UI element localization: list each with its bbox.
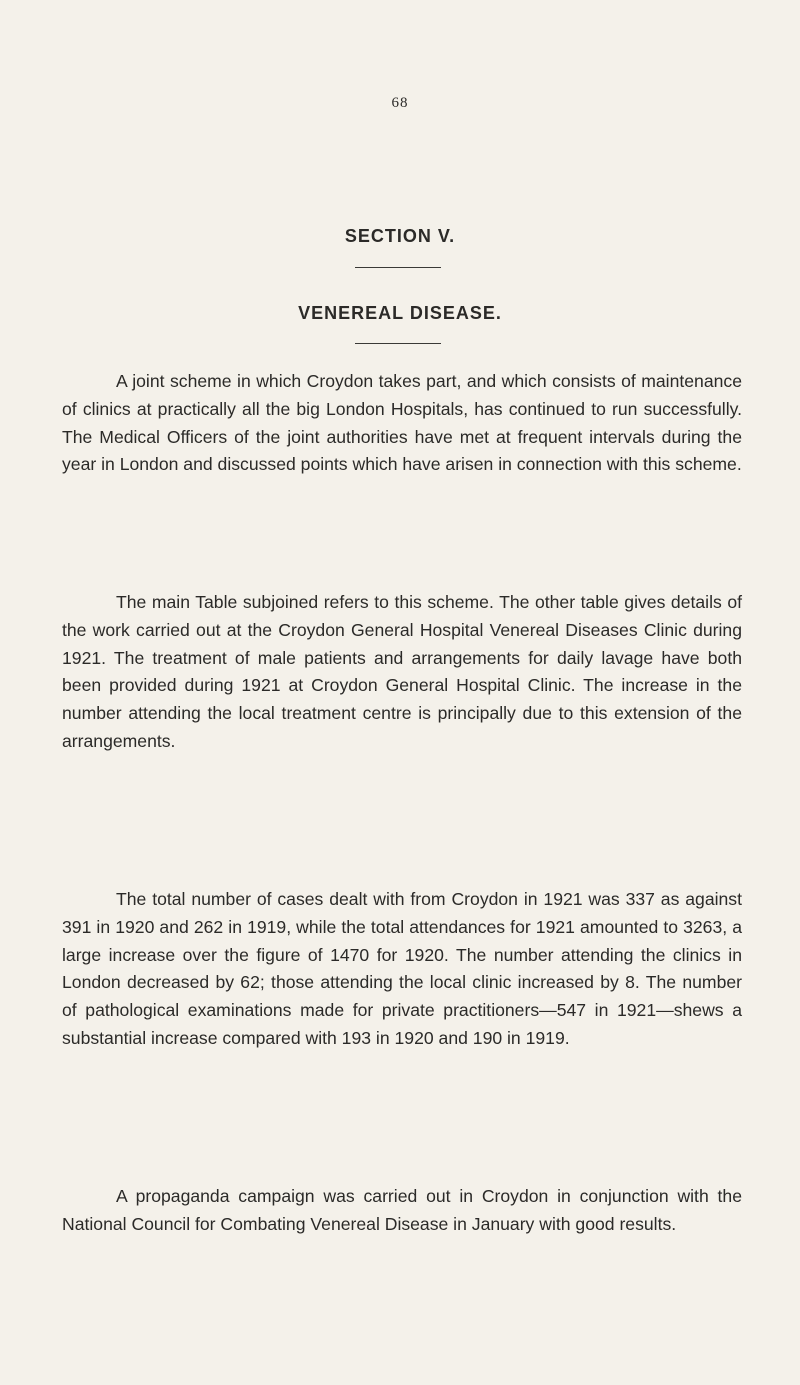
paragraph-text: A propaganda campaign was carried out in Croydon in conjunction with the National Council for Combating Venereal Disease in January with good results. — [62, 1186, 742, 1234]
heading-divider-bottom — [355, 343, 441, 344]
subject-heading: VENEREAL DISEASE. — [298, 303, 502, 323]
paragraph-propaganda-campaign — [62, 1183, 742, 1239]
paragraph-text: The total number of cases dealt with from Croydon in 1921 was 337 as against 391 in 1920 and 262 in 1919, while the total attendances for 1921 amounted to 3263, a large increase over the figure of 1470 for 1920. The number attending the clinics in London decreased by 62; those attending the local clinic increased by 8. The number of pathological examinations made for private practitioners—547 in 1921—shews a substantial increase compared with 193 in 1920 and 190 in 1919. — [62, 889, 742, 1048]
paragraph-joint-scheme — [62, 368, 742, 479]
page-number: 68 — [391, 95, 409, 111]
heading-divider-top — [355, 267, 441, 268]
paragraph-text: The main Table subjoined refers to this scheme. The other table gives details of the work carried out at the Croydon General Hospital Venereal Diseases Clinic during 1921. The treatment of male patients and arrangements for daily lavage have both been provided during 1921 at Croydon General Hospital Clinic. The increase in the number attending the local treatment centre is principally due to this extension of the arrangements. — [62, 592, 742, 751]
paragraph-case-totals — [62, 886, 742, 1053]
paragraph-main-table — [62, 589, 742, 756]
paragraph-text: A joint scheme in which Croydon takes part, and which consists of maintenance of clinics at practically all the big London Hospitals, has continued to run successfully. The Medical Officers of the joint authorities have met at frequent intervals during the year in London and discussed points which have arisen in connection with this scheme. — [62, 371, 742, 475]
section-heading: SECTION V. — [344, 226, 456, 246]
